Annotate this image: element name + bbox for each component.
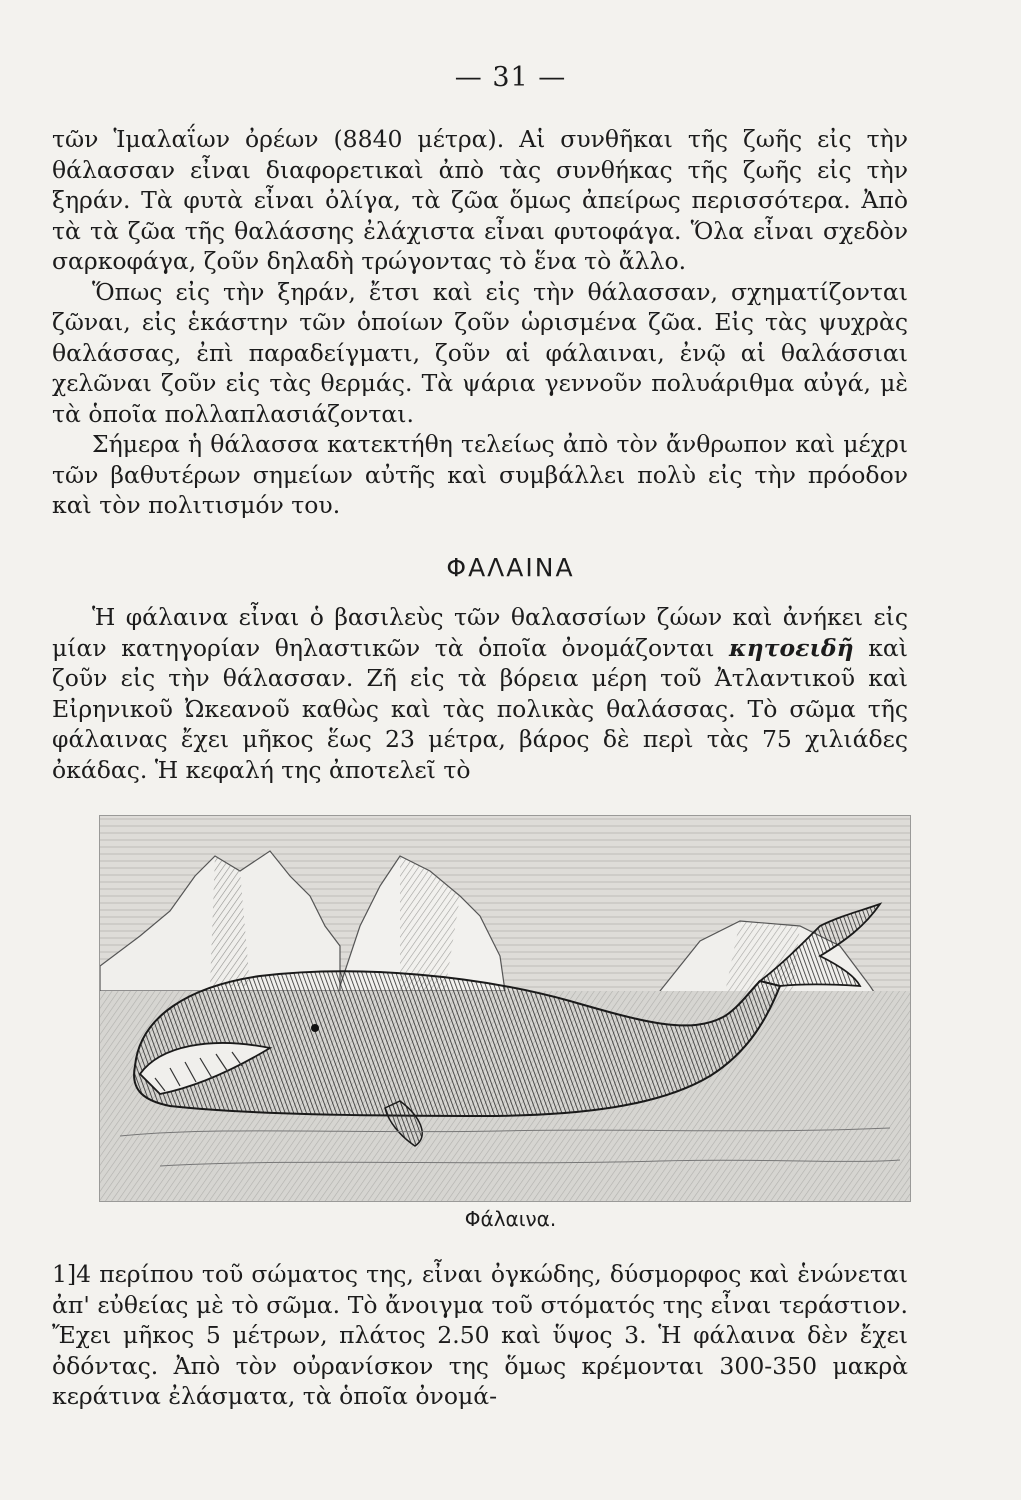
section-title: ΦΑΛΑΙΝΑ	[446, 553, 575, 582]
whale-text-block	[52, 602, 908, 785]
intro-text-block	[52, 124, 908, 521]
whale-engraving	[100, 816, 910, 1201]
cetacean-term: κητοειδῆ	[729, 633, 854, 662]
whale-text-continued	[52, 1259, 908, 1412]
paragraph-sea-zones: Ὅπως εἰς τὴν ξηράν, ἔτσι καὶ εἰς τὴν θάλασσαν, σχηματίζονται ζῶναι, εἰς ἑκάστην τῶν ὁποίων ζοῦν ὡρισμένα ζῶα. Εἰς τὰς ψυχρὰς θαλάσσας, ἐπὶ παραδείγματι, ζοῦν αἱ φάλαιναι, ἐνῷ αἱ θαλάσσιαι χελῶναι ζοῦν εἰς τὰς θερμάς. Τὰ ψάρια γεννοῦν πολυάριθμα αὐγά, μὲ τὰ ὁποῖα πολλαπλασιάζονται.	[52, 277, 908, 428]
paragraph-whale-intro-part1: Ἡ φάλαινα εἶναι ὁ βασιλεὺς τῶν θαλασσίων ζώων καὶ ἀνήκει εἰς μίαν κατηγορίαν θηλαστικῶν τὰ ὁποῖα ὀνομάζονται	[52, 603, 908, 662]
paragraph-whale-head: 1]4 περίπου τοῦ σώματος της, εἶναι ὀγκώδης, δύσμορφος καὶ ἑνώνεται ἀπ' εὐθείας μὲ τὸ σῶμα. Τὸ ἄνοιγμα τοῦ στόματός της εἶναι τεράστιον. Ἔχει μῆκος 5 μέτρων, πλάτος 2.50 καὶ ὕψος 3. Ἡ φάλαινα δὲν ἔχει ὀδόντας. Ἀπὸ τὸν οὐρανίσκον της ὅμως κρέμονται 300-350 μακρὰ κεράτινα ἐλάσματα, τὰ ὁποῖα ὀνομά-	[52, 1260, 908, 1410]
whale-eye	[311, 1024, 319, 1032]
whale-illustration	[99, 815, 911, 1202]
paragraph-sea-life: τῶν Ἱμαλαΐων ὀρέων (8840 μέτρα). Αἱ συνθῆκαι τῆς ζωῆς εἰς τὴν θάλασσαν εἶναι διαφορετικαὶ ἀπὸ τὰς συνθήκας τῆς ζωῆς εἰς τὴν ξηράν. Τὰ φυτὰ εἶναι ὀλίγα, τὰ ζῶα ὅμως ἀπείρως περισσότερα. Ἀπὸ τὰ τὰ ζῶα τῆς θαλάσσης ἐλάχιστα εἶναι φυτοφάγα. Ὅλα εἶναι σχεδὸν σαρκοφάγα, ζοῦν δηλαδὴ τρώγοντας τὸ ἕνα τὸ ἄλλο.	[52, 125, 908, 275]
paragraph-whale-intro	[52, 602, 908, 785]
page-number: — 31 —	[454, 62, 567, 93]
figure-caption: Φάλαινα.	[464, 1207, 557, 1231]
paragraph-sea-conquest: Σήμερα ἡ θάλασσα κατεκτήθη τελείως ἀπὸ τὸν ἄνθρωπον καὶ μέχρι τῶν βαθυτέρων σημείων αὐτῆς καὶ συμβάλλει πολὺ εἰς τὴν πρόοδον καὶ τὸν πολιτισμόν του.	[52, 430, 908, 519]
paragraph-whale-intro-part2: καὶ ζοῦν εἰς τὴν θάλασσαν. Ζῆ εἰς τὰ βόρεια μέρη τοῦ Ἀτλαντικοῦ καὶ Εἰρηνικοῦ Ὠκεανοῦ καθὼς καὶ τὰς πολικὰς θαλάσσας. Τὸ σῶμα τῆς φάλαινας ἔχει μῆκος ἕως 23 μέτρα, βάρος δὲ περὶ τὰς 75 χιλιάδες ὀκάδας. Ἡ κεφαλή της ἀποτελεῖ τὸ	[52, 633, 908, 784]
